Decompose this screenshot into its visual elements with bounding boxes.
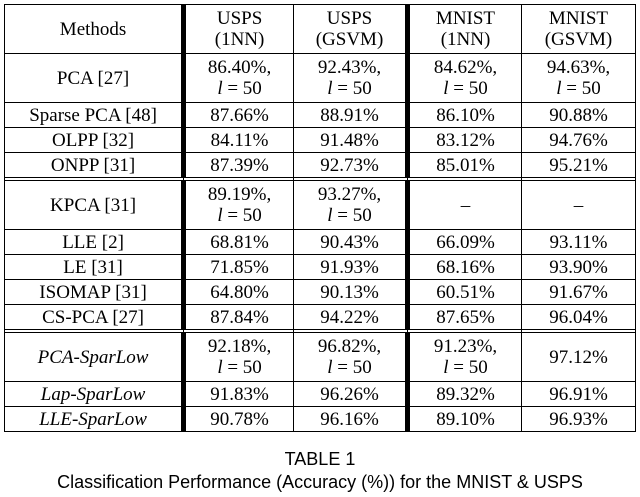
accuracy-value: 96.16% xyxy=(320,408,379,430)
param-value: l = 50 xyxy=(556,78,601,99)
accuracy-cell xyxy=(294,128,408,153)
accuracy-value: 91.67% xyxy=(549,281,608,303)
header-dataset: MNIST xyxy=(435,8,496,29)
method-name-cell: ONPP [31] xyxy=(5,153,184,178)
method-name-cell: Lap-SparLow xyxy=(5,382,184,407)
accuracy-value: 85.01% xyxy=(436,154,495,176)
accuracy-value: 60.51% xyxy=(436,281,495,303)
accuracy-value: 87.66% xyxy=(210,104,269,126)
method-name-cell: KPCA [31] xyxy=(5,181,184,230)
table-row xyxy=(5,153,636,178)
table-row xyxy=(5,280,636,305)
table-row xyxy=(5,230,636,255)
accuracy-cell xyxy=(521,333,635,382)
param-value: l = 50 xyxy=(327,357,372,378)
accuracy-value: 91.48% xyxy=(320,129,379,151)
accuracy-cell xyxy=(521,255,635,280)
method-name-cell: Sparse PCA [48] xyxy=(5,103,184,128)
param-value: l = 50 xyxy=(217,357,262,378)
accuracy-value: 89.19%, xyxy=(207,184,272,205)
table-caption-text: Classification Performance (Accuracy (%)) for the MNIST & USPS xyxy=(57,472,583,492)
accuracy-value: – xyxy=(573,194,584,216)
param-value: l = 50 xyxy=(217,78,262,99)
accuracy-value: 90.88% xyxy=(549,104,608,126)
accuracy-value: 66.09% xyxy=(436,231,495,253)
accuracy-cell xyxy=(184,305,294,330)
accuracy-value: 96.26% xyxy=(320,383,379,405)
header-classifier: (1NN) xyxy=(440,29,491,50)
accuracy-value: 90.13% xyxy=(320,281,379,303)
accuracy-value: 93.11% xyxy=(549,231,608,253)
accuracy-cell xyxy=(294,407,408,432)
accuracy-cell xyxy=(294,153,408,178)
accuracy-value: 96.93% xyxy=(549,408,608,430)
accuracy-value: 96.82%, xyxy=(317,336,382,357)
accuracy-cell xyxy=(184,181,294,230)
accuracy-cell xyxy=(184,280,294,305)
accuracy-value: 71.85% xyxy=(210,256,269,278)
accuracy-value: 90.78% xyxy=(210,408,269,430)
accuracy-cell xyxy=(408,407,522,432)
accuracy-cell xyxy=(294,333,408,382)
accuracy-value: 92.43%, xyxy=(317,57,382,78)
accuracy-cell xyxy=(521,181,635,230)
accuracy-cell xyxy=(294,305,408,330)
param-value: l = 50 xyxy=(443,357,488,378)
accuracy-value: 83.12% xyxy=(436,129,495,151)
accuracy-cell xyxy=(408,181,522,230)
accuracy-cell xyxy=(408,280,522,305)
method-name-cell: LE [31] xyxy=(5,255,184,280)
accuracy-value: 93.27%, xyxy=(317,184,382,205)
accuracy-cell xyxy=(521,230,635,255)
accuracy-value: 88.91% xyxy=(320,104,379,126)
accuracy-cell xyxy=(408,230,522,255)
accuracy-value: 89.32% xyxy=(436,383,495,405)
accuracy-cell xyxy=(521,407,635,432)
accuracy-cell xyxy=(184,382,294,407)
accuracy-cell xyxy=(294,280,408,305)
accuracy-value: 87.65% xyxy=(436,306,495,328)
header-methods: Methods xyxy=(5,5,184,54)
accuracy-value: – xyxy=(460,194,471,216)
method-name-cell: CS-PCA [27] xyxy=(5,305,184,330)
accuracy-cell xyxy=(184,230,294,255)
table-body xyxy=(5,54,636,432)
accuracy-cell xyxy=(408,103,522,128)
accuracy-value: 84.62%, xyxy=(433,57,498,78)
accuracy-cell xyxy=(521,280,635,305)
accuracy-value: 87.39% xyxy=(210,154,269,176)
accuracy-cell xyxy=(521,382,635,407)
accuracy-value: 97.12% xyxy=(549,346,608,368)
accuracy-cell xyxy=(521,103,635,128)
method-name-cell: PCA [27] xyxy=(5,54,184,103)
accuracy-value: 91.23%, xyxy=(433,336,498,357)
accuracy-cell xyxy=(184,255,294,280)
accuracy-cell xyxy=(521,54,635,103)
header-usps-1nn xyxy=(184,5,294,54)
accuracy-value: 89.10% xyxy=(436,408,495,430)
accuracy-cell xyxy=(184,103,294,128)
accuracy-cell xyxy=(408,333,522,382)
accuracy-value: 91.93% xyxy=(320,256,379,278)
accuracy-cell xyxy=(184,128,294,153)
header-dataset: USPS xyxy=(216,8,263,29)
accuracy-cell xyxy=(408,153,522,178)
accuracy-cell xyxy=(521,128,635,153)
accuracy-value: 94.22% xyxy=(320,306,379,328)
header-dataset: USPS xyxy=(326,8,373,29)
accuracy-value: 92.18%, xyxy=(207,336,272,357)
accuracy-cell xyxy=(294,382,408,407)
table-row xyxy=(5,382,636,407)
accuracy-cell xyxy=(294,181,408,230)
param-value: l = 50 xyxy=(327,78,372,99)
table-row xyxy=(5,54,636,103)
accuracy-value: 68.16% xyxy=(436,256,495,278)
table-row xyxy=(5,103,636,128)
accuracy-cell xyxy=(294,103,408,128)
accuracy-cell xyxy=(294,230,408,255)
accuracy-cell xyxy=(408,128,522,153)
method-name-cell: LLE-SparLow xyxy=(5,407,184,432)
header-row xyxy=(5,5,636,54)
header-classifier: (GSVM) xyxy=(315,29,384,50)
header-mnist-gsvm xyxy=(521,5,635,54)
accuracy-value: 86.40%, xyxy=(207,57,272,78)
accuracy-cell xyxy=(294,54,408,103)
header-mnist-1nn xyxy=(408,5,522,54)
table-row xyxy=(5,128,636,153)
accuracy-value: 64.80% xyxy=(210,281,269,303)
accuracy-cell xyxy=(294,255,408,280)
accuracy-cell xyxy=(408,54,522,103)
accuracy-cell xyxy=(521,153,635,178)
table-caption-label: TABLE 1 xyxy=(284,449,356,469)
table-row xyxy=(5,181,636,230)
table-row xyxy=(5,305,636,330)
accuracy-value: 84.11% xyxy=(210,129,269,151)
header-dataset: MNIST xyxy=(548,8,609,29)
accuracy-cell xyxy=(521,305,635,330)
param-value: l = 50 xyxy=(327,205,372,226)
results-table xyxy=(4,4,636,432)
method-name-cell: OLPP [32] xyxy=(5,128,184,153)
accuracy-cell xyxy=(408,382,522,407)
accuracy-cell xyxy=(408,305,522,330)
accuracy-value: 68.81% xyxy=(210,231,269,253)
table-row xyxy=(5,333,636,382)
accuracy-value: 93.90% xyxy=(549,256,608,278)
header-classifier: (GSVM) xyxy=(544,29,613,50)
accuracy-cell xyxy=(184,54,294,103)
accuracy-value: 92.73% xyxy=(320,154,379,176)
table-row xyxy=(5,407,636,432)
header-classifier: (1NN) xyxy=(214,29,265,50)
accuracy-value: 95.21% xyxy=(549,154,608,176)
accuracy-value: 91.83% xyxy=(210,383,269,405)
method-name-cell: ISOMAP [31] xyxy=(5,280,184,305)
header-usps-gsvm xyxy=(294,5,408,54)
accuracy-cell xyxy=(408,255,522,280)
accuracy-value: 94.63%, xyxy=(546,57,611,78)
param-value: l = 50 xyxy=(217,205,262,226)
param-value: l = 50 xyxy=(443,78,488,99)
accuracy-value: 90.43% xyxy=(320,231,379,253)
table-row xyxy=(5,255,636,280)
accuracy-value: 86.10% xyxy=(436,104,495,126)
accuracy-cell xyxy=(184,333,294,382)
method-name-cell: PCA-SparLow xyxy=(5,333,184,382)
accuracy-value: 94.76% xyxy=(549,129,608,151)
accuracy-value: 96.04% xyxy=(549,306,608,328)
method-name-cell: LLE [2] xyxy=(5,230,184,255)
accuracy-cell xyxy=(184,407,294,432)
accuracy-cell xyxy=(184,153,294,178)
accuracy-value: 87.84% xyxy=(210,306,269,328)
accuracy-value: 96.91% xyxy=(549,383,608,405)
